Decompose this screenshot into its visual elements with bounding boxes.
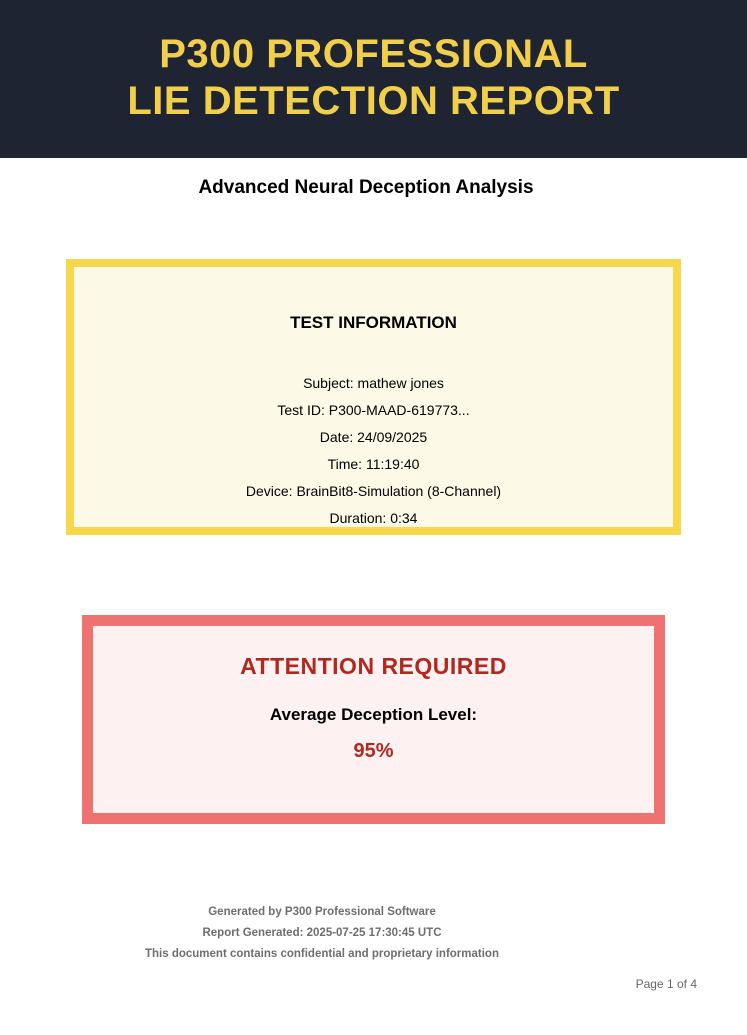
- attention-required-box: [82, 615, 665, 824]
- deception-level-value: 95%: [353, 740, 394, 762]
- test-information-heading: TEST INFORMATION: [290, 313, 457, 332]
- info-line-device: Device: BrainBit8-Simulation (8-Channel): [245, 483, 502, 499]
- attention-required-heading: ATTENTION REQUIRED: [240, 653, 507, 679]
- test-information-box: [66, 259, 681, 535]
- page-number: Page 1 of 4: [635, 977, 697, 991]
- deception-level-label: Average Deception Level:: [269, 705, 478, 724]
- info-line-date: Date: 24/09/2025: [319, 429, 428, 445]
- footer-confidentiality-notice: This document contains confidential and proprietary information: [145, 948, 499, 960]
- report-title: [0, 31, 747, 125]
- report-title-line1: P300 PROFESSIONAL: [159, 32, 588, 76]
- info-line-subject: Subject: mathew jones: [303, 375, 444, 391]
- info-line-test-id: Test ID: P300-MAAD-619773...: [277, 402, 470, 418]
- info-line-duration: Duration: 0:34: [329, 510, 418, 526]
- footer-generated-by: Generated by P300 Professional Software: [208, 906, 436, 918]
- report-title-line2: LIE DETECTION REPORT: [127, 79, 620, 123]
- report-footer: [0, 902, 644, 965]
- test-information-lines: [74, 370, 673, 532]
- footer-report-generated: Report Generated: 2025-07-25 17:30:45 UTC: [202, 927, 442, 939]
- report-subtitle: Advanced Neural Deception Analysis: [198, 177, 534, 198]
- report-header: [0, 0, 747, 158]
- info-line-time: Time: 11:19:40: [327, 456, 420, 472]
